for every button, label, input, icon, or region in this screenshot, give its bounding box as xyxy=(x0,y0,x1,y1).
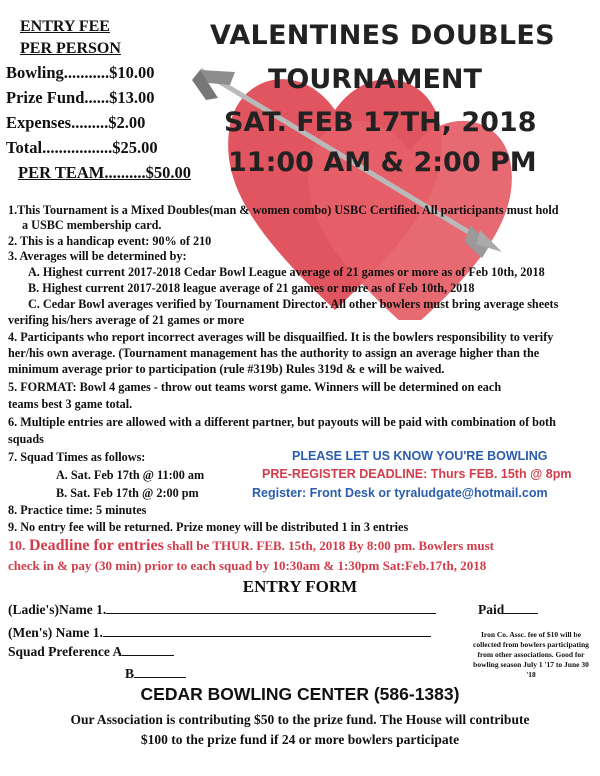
rule-5b: teams best 3 game total. xyxy=(8,397,133,411)
rule-4a: 4. Participants who report incorrect averages will be disquailfied. It is the bowlers responsibility to verify xyxy=(8,330,554,344)
rule-1b: a USBC membership card. xyxy=(22,218,162,232)
deadline-rest: shall be THUR. FEB. 15th, 2018 By 8:00 pm. Bowlers must xyxy=(163,538,495,553)
squad-pref-row xyxy=(8,643,174,660)
fee-prize: Prize Fund......$13.00 xyxy=(6,88,155,107)
rule-4b: her/his own average. (Tournament management has the authority to assign an average higher than the xyxy=(8,346,540,360)
squad-pref-label: Squad Preference A xyxy=(8,644,123,659)
rule-9: 9. No entry fee will be returned. Prize money will be distributed 1 in 3 entries xyxy=(8,520,409,534)
rule-3c: C. Cedar Bowl averages verified by Tournament Director. All other bowlers must bring average sheets xyxy=(28,297,559,311)
squad-b-row xyxy=(125,665,186,682)
fee-total: Total.................$25.00 xyxy=(6,138,158,157)
mens-name-field[interactable] xyxy=(103,624,431,637)
notice-let-us-know: PLEASE LET US KNOW YOU'RE BOWLING xyxy=(292,449,548,463)
paid-field[interactable] xyxy=(504,601,538,614)
rule-7: 7. Squad Times as follows: xyxy=(8,450,146,464)
deadline-line-2: check in & pay (30 min) prior to each squad by 10:30am & 1:30pm Sat:Feb.17th, 2018 xyxy=(8,558,487,573)
title-line-1: VALENTINES DOUBLES xyxy=(210,20,555,51)
rule-3b: B. Highest current 2017-2018 league average of 21 games or more as of Feb 10th, 2018 xyxy=(28,281,475,295)
rule-4c: minimum average prior to participation (rule #319b) Rules 319d & e will be waived. xyxy=(8,362,445,376)
rule-6a: 6. Multiple entries are allowed with a different partner, but payouts will be paid with combination of both xyxy=(8,415,556,429)
association-fee-note: Iron Co. Assc. fee of $10 will be collected from bowlers participating from other associations. Good for bowling season July 1 '17 to June 30 '18 xyxy=(473,630,589,679)
rule-7a: A. Sat. Feb 17th @ 11:00 am xyxy=(56,468,205,482)
entry-fee-box xyxy=(6,16,216,185)
rule-3c2: verifing his/hers average of 21 games or more xyxy=(8,313,245,327)
rule-2: 2. This is a handicap event: 90% of 210 xyxy=(8,234,212,248)
notice-preregister: PRE-REGISTER DEADLINE: Thurs FEB. 15th @ 8pm xyxy=(262,467,572,481)
title-line-3: SAT. FEB 17TH, 2018 xyxy=(224,107,537,138)
deadline-line-1 xyxy=(8,536,494,557)
squad-b-field[interactable] xyxy=(134,665,186,678)
title-line-2: TOURNAMENT xyxy=(268,64,482,95)
association-line-2: $100 to the prize fund if 24 or more bowlers participate xyxy=(140,732,460,747)
fee-bowling: Bowling...........$10.00 xyxy=(6,63,155,82)
rule-7b: B. Sat. Feb 17th @ 2:00 pm xyxy=(56,486,199,500)
rule-3a: A. Highest current 2017-2018 Cedar Bowl League average of 21 games or more as of Feb 10th, 2018 xyxy=(28,265,545,279)
deadline-number: 10. xyxy=(8,539,26,554)
association-line-1: Our Association is contributing $50 to the prize fund. The House will contribute xyxy=(70,712,530,727)
title-line-4: 11:00 AM & 2:00 PM xyxy=(228,147,537,178)
mens-name-row xyxy=(8,624,431,641)
entry-form-title: ENTRY FORM xyxy=(242,577,358,596)
rule-5a: 5. FORMAT: Bowl 4 games - throw out teams worst game. Winners will be determined on each xyxy=(8,380,502,394)
squad-b-label: B xyxy=(125,666,135,681)
fee-heading-2: PER PERSON xyxy=(20,40,121,57)
association-contribution xyxy=(0,710,600,750)
rule-1a: 1.This Tournament is a Mixed Doubles(man & women combo) USBC Certified. All participants must hold xyxy=(8,203,559,217)
paid-row xyxy=(478,601,538,618)
paid-label: Paid xyxy=(478,602,505,617)
fee-team: PER TEAM..........$50.00 xyxy=(18,163,191,182)
mens-name-label: (Men's) Name 1. xyxy=(8,625,103,640)
ladies-name-row xyxy=(8,601,436,618)
rule-3: 3. Averages will be determined by: xyxy=(8,249,187,263)
fee-expenses: Expenses.........$2.00 xyxy=(6,113,146,132)
deadline-label: Deadline for entries xyxy=(29,537,164,554)
bowling-center-name: CEDAR BOWLING CENTER (586-1383) xyxy=(140,684,460,704)
notice-register: Register: Front Desk or tyraludgate@hotmail.com xyxy=(252,486,548,500)
rule-6b: squads xyxy=(8,432,44,446)
ladies-name-label: (Ladie's)Name 1. xyxy=(8,602,107,617)
fee-heading-1: ENTRY FEE xyxy=(20,18,110,35)
rule-8: 8. Practice time: 5 minutes xyxy=(8,503,147,517)
squad-a-field[interactable] xyxy=(122,643,174,656)
ladies-name-field[interactable] xyxy=(106,601,436,614)
